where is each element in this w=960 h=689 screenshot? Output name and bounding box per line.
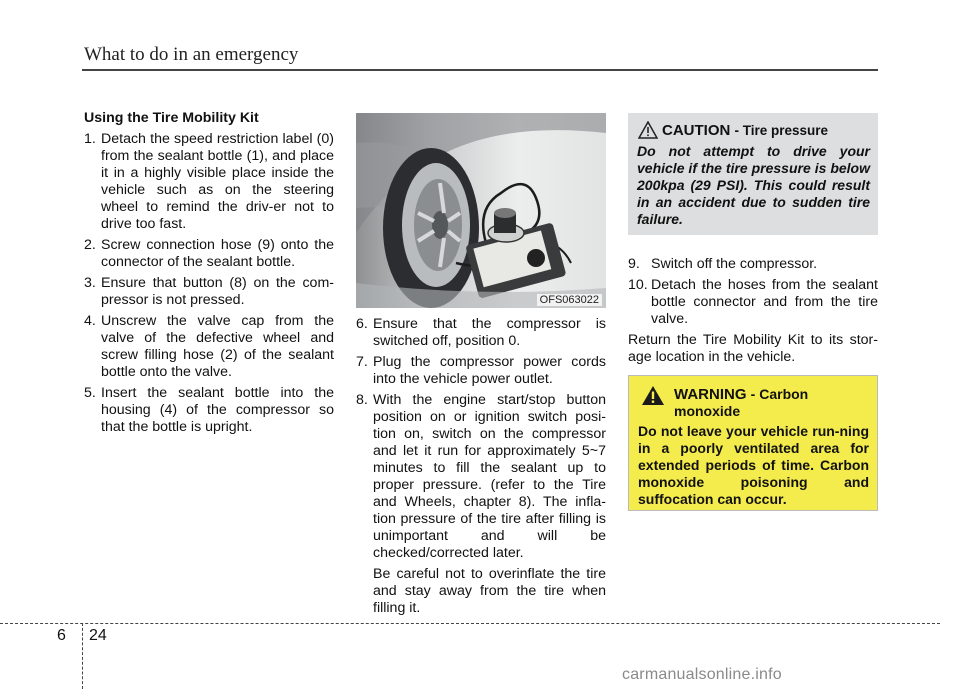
column-2	[356, 316, 606, 617]
step-text: Plug the compressor power cords into the vehicle power outlet.	[373, 354, 606, 387]
step-number: 8.	[356, 392, 368, 408]
caution-text: Do not attempt to drive your vehicle if the tire pressure is below 200kpa (29 PSI). This could result in an accident due to sudden tire failure.	[637, 143, 870, 227]
step-item	[628, 256, 878, 273]
figure-code: OFS063022	[537, 294, 602, 306]
step-number: 4.	[84, 313, 96, 329]
step-text: Ensure that button (8) on the com-pressor is not pressed.	[101, 275, 334, 308]
step-item	[84, 275, 334, 309]
step-text: Screw connection hose (9) onto the connector of the sealant bottle.	[101, 237, 334, 270]
caution-subtitle: - Tire pressure	[734, 123, 829, 138]
step-number: 6.	[356, 316, 368, 332]
step-text: Switch off the compressor.	[651, 256, 818, 272]
page-number: 24	[89, 627, 107, 644]
step-text: Unscrew the valve cap from the valve of the defective wheel and screw filling hose (2) of the sealant bottle onto the valve.	[101, 313, 334, 380]
footer-divider	[0, 623, 940, 624]
caution-label: CAUTION	[662, 122, 731, 139]
page-header-title: What to do in an emergency	[84, 44, 299, 65]
footer-vertical-divider	[82, 623, 83, 689]
step-item	[628, 277, 878, 328]
step-number: 5.	[84, 385, 96, 401]
caution-box	[628, 113, 878, 235]
step-item	[84, 131, 334, 233]
warning-text: Do not leave your vehicle run-ning in a poorly ventilated area for extended periods of time. Carbon monoxide poisoning and suffocation can occur.	[638, 423, 869, 507]
step-text: Detach the speed restriction label (0) from the sealant bottle (1), and place it in a highly visible place inside the vehicle such as on the steering wheel to remind the driv-er not to drive too fast.	[101, 131, 334, 232]
watermark: carmanualsonline.info	[622, 666, 782, 683]
step-number: 3.	[84, 275, 96, 291]
step-text: Ensure that the compressor is switched off, position 0.	[373, 316, 606, 349]
chapter-number: 6	[57, 627, 66, 644]
step-item	[356, 354, 606, 388]
storage-note: Return the Tire Mobility Kit to its stor-age location in the vehicle.	[628, 332, 878, 365]
step-number: 9.	[628, 256, 640, 272]
step-number: 7.	[356, 354, 368, 370]
tire-compressor-illustration	[356, 113, 606, 308]
step-item	[356, 392, 606, 562]
steps-list-2	[356, 316, 606, 562]
warning-subtitle: - Carbon monoxide	[674, 386, 809, 419]
step-item	[84, 385, 334, 436]
header-divider	[82, 69, 878, 71]
step-number: 2.	[84, 237, 96, 253]
caution-triangle-icon	[638, 121, 658, 139]
step-text: Insert the sealant bottle into the housing (4) of the compressor so that the bottle is upright.	[101, 385, 334, 435]
section-heading: Using the Tire Mobility Kit	[84, 110, 259, 126]
warning-heading	[674, 386, 869, 420]
step-item	[84, 313, 334, 381]
warning-triangle-icon	[641, 385, 665, 406]
step-text: Detach the hoses from the sealant bottle connector and from the tire valve.	[651, 277, 878, 327]
warning-box	[628, 375, 878, 511]
car-wheel-illustration	[356, 113, 606, 308]
column-1	[84, 110, 334, 440]
step-number: 10.	[628, 277, 648, 293]
step-number: 1.	[84, 131, 96, 147]
step-text: With the engine start/stop button position on or ignition switch posi-tion on, switch on the compressor and let it run for approximately 5~7 minutes to fill the sealant up to proper pressure. (refer to the Tire and Wheels, chapter 8). The infla-tion pressure of the tire after filling is unimportant and will be checked/corrected later.	[373, 392, 606, 561]
caution-heading	[662, 122, 828, 139]
column-3	[628, 256, 878, 366]
overinflate-note: Be careful not to overinflate the tire and stay away from the tire when filling it.	[373, 566, 606, 616]
warning-label: WARNING	[674, 386, 747, 403]
steps-list-1	[84, 131, 334, 436]
steps-list-3	[628, 256, 878, 328]
step-item	[84, 237, 334, 271]
step-item	[356, 316, 606, 350]
